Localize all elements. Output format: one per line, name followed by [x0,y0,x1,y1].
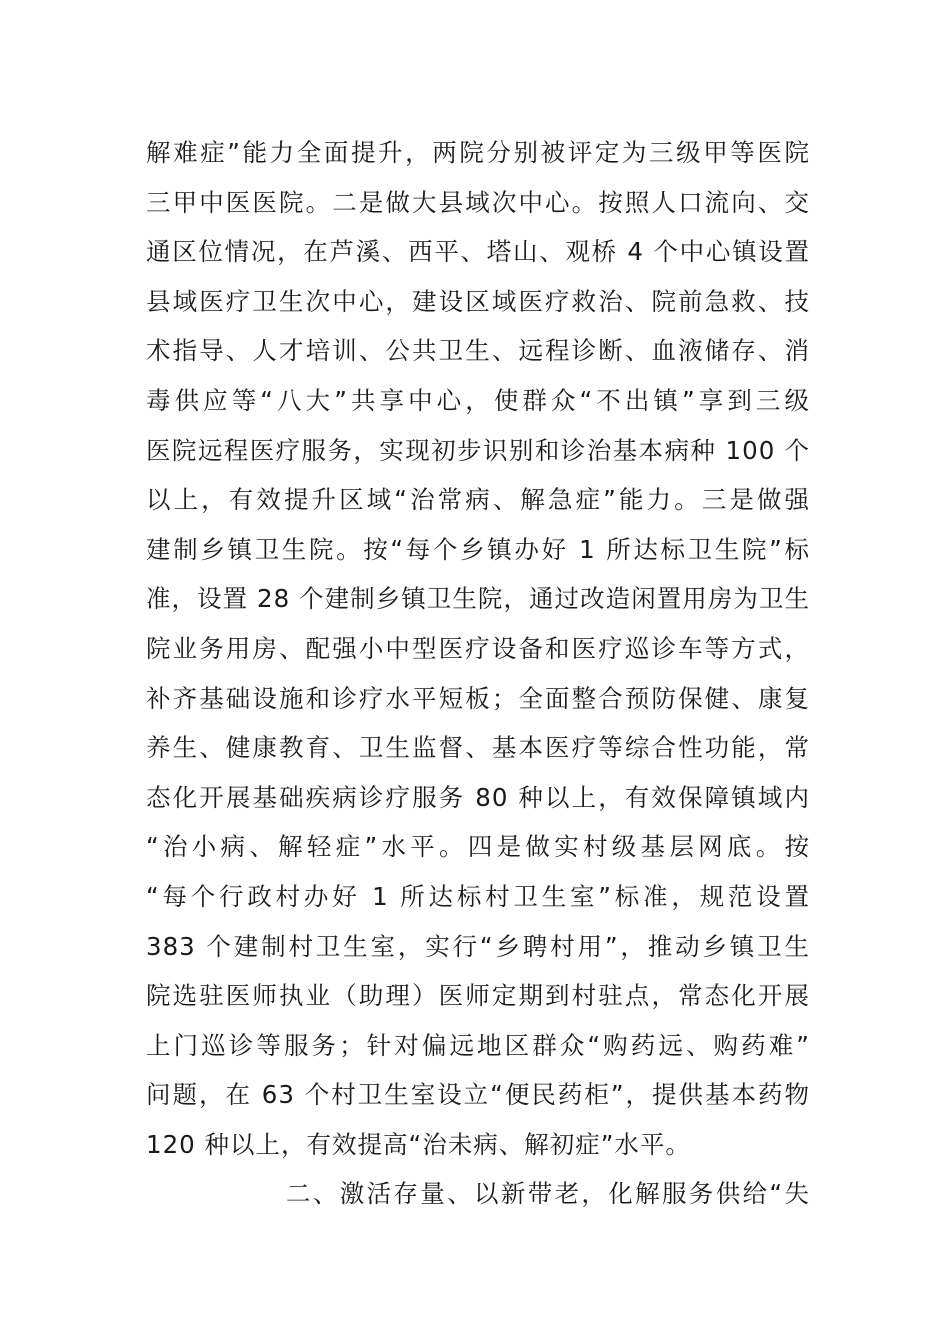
text-line: 问题，在 63 个村卫生室设立“便民药柜”，提供基本药物 [146,1080,810,1110]
text-line: 院业务用房、配强小中型医疗设备和医疗巡诊车等方式， [146,633,810,663]
text-line: 院选驻医师执业（助理）医师定期到村驻点，常态化开展 [146,981,810,1011]
text-line: 毒供应等“八大”共享中心，使群众“不出镇”享到三级 [146,385,810,415]
text-line: “每个行政村办好 1 所达标村卫生室”标准，规范设置 [146,881,810,911]
text-line: 县域医疗卫生次中心，建设区域医疗救治、院前急救、技 [146,286,810,316]
text-line: 通区位情况，在芦溪、西平、塔山、观桥 4 个中心镇设置 [146,237,810,267]
body-text [146,128,810,1219]
text-line: 解难症”能力全面提升，两院分别被评定为三级甲等医院 [146,138,810,167]
text-line: “治小病、解轻症”水平。四是做实村级基层网底。按 [146,832,810,862]
text-line: 准，设置 28 个建制乡镇卫生院，通过改造闲置用房为卫生 [146,584,810,614]
text-line: 383 个建制村卫生室，实行“乡聘村用”，推动乡镇卫生 [146,931,810,961]
section-heading: 二、激活存量、以新带老，化解服务供给“失 [286,1179,810,1209]
text-line: 态化开展基础疾病诊疗服务 80 种以上，有效保障镇域内 [146,782,810,812]
text-line: 三甲中医医院。二是做大县域次中心。按照人口流向、交 [146,187,810,217]
text-line: 术指导、人才培训、公共卫生、远程诊断、血液储存、消 [146,336,810,366]
text-line: 120 种以上，有效提高“治未病、解初症”水平。 [146,1129,691,1159]
text-line: 医院远程医疗服务，实现初步识别和诊治基本病种 100 个 [146,435,810,465]
text-line: 建制乡镇卫生院。按“每个乡镇办好 1 所达标卫生院”标 [146,534,810,564]
text-line: 补齐基础设施和诊疗水平短板；全面整合预防保健、康复 [146,683,810,713]
text-line: 上门巡诊等服务；针对偏远地区群众“购药远、购药难” [146,1030,810,1060]
text-line: 以上，有效提升区域“治常病、解急症”能力。三是做强 [146,485,810,515]
text-line: 养生、健康教育、卫生监督、基本医疗等综合性功能，常 [146,733,810,763]
